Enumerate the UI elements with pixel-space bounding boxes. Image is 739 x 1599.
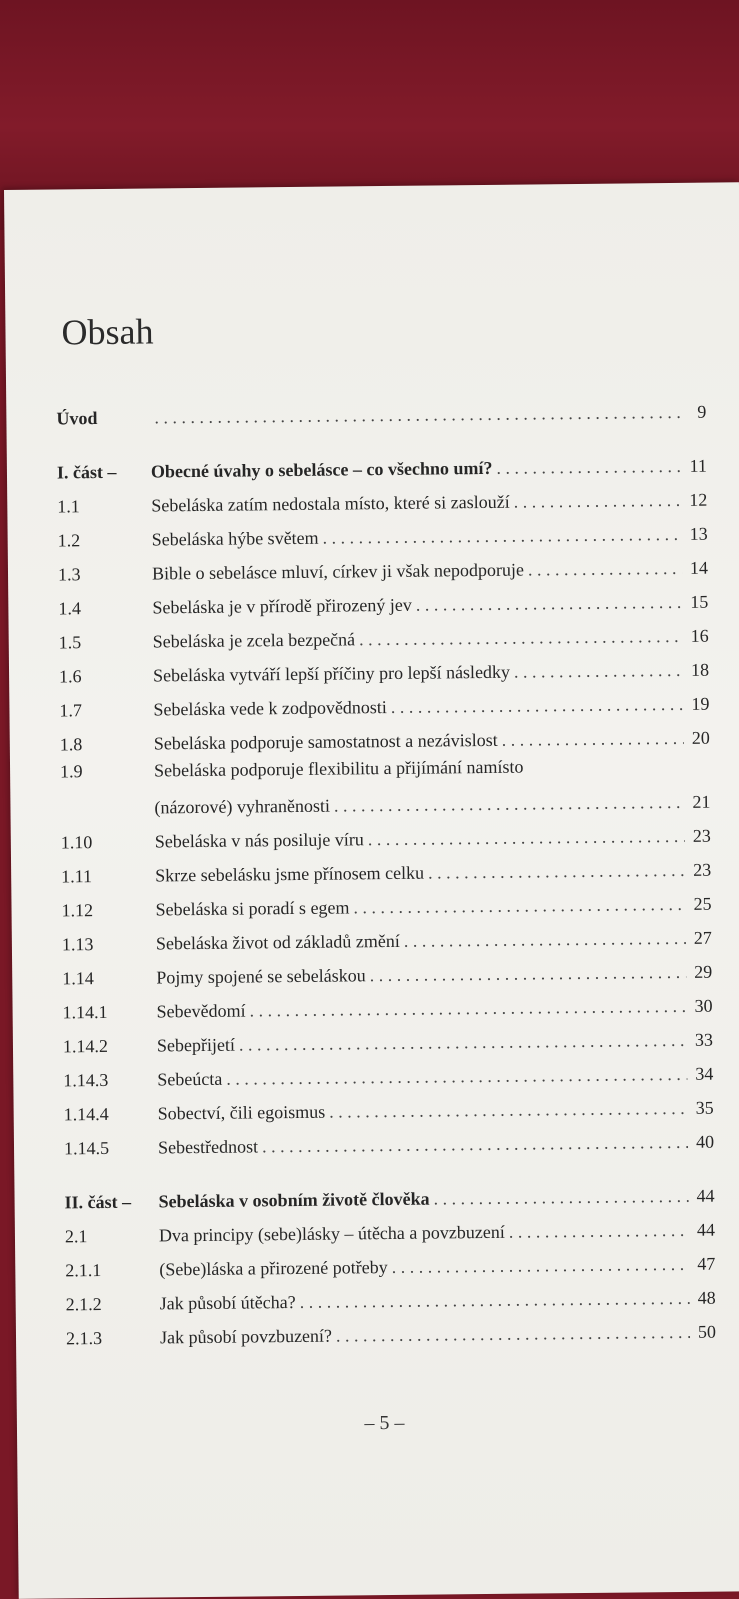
toc-page-number: 23: [692, 825, 711, 846]
toc-section-title: (Sebe)láska a přirozené potřeby: [159, 1257, 388, 1280]
toc-section-title: Sebestřednost: [157, 1136, 259, 1158]
toc-page-number: 30: [694, 995, 713, 1016]
toc-section-title: Sebeúcta: [157, 1068, 223, 1090]
toc-section-title: Jak působí útěcha?: [159, 1292, 296, 1314]
toc-section-title: Jak působí povzbuzení?: [159, 1325, 333, 1348]
toc-page-number: 44: [696, 1219, 716, 1240]
toc-entry: [56, 1313, 716, 1354]
page-title: Obsah: [61, 311, 154, 353]
toc-page-number: 13: [689, 523, 708, 544]
toc-section-number: 1.14.2: [62, 1035, 109, 1057]
toc-page-number: 40: [695, 1131, 715, 1152]
toc-section-number: 2.1.1: [65, 1260, 102, 1281]
page-number-footer: – 5 –: [364, 1411, 405, 1435]
toc-page-number: 21: [692, 791, 711, 812]
toc-section-number: 1.6: [58, 666, 82, 687]
toc-leader-dots: [359, 626, 683, 650]
toc-page-number: 44: [696, 1185, 715, 1206]
toc-section-number: 1.14.3: [63, 1069, 109, 1091]
toc-part-title: Sebeláska v osobním životě člověka: [158, 1188, 430, 1212]
toc-section-number: 1.5: [58, 632, 82, 653]
toc-section-title-line1: Sebeláska podporuje flexibilitu a přijímání namísto: [153, 756, 524, 781]
toc-part-number: I. část –: [56, 461, 117, 483]
toc-page-number: 14: [689, 557, 709, 578]
toc-page-number: 48: [697, 1287, 716, 1308]
toc-leader-dots: [502, 728, 684, 751]
toc-leader-dots: [391, 694, 684, 718]
toc-section-number: 1.12: [61, 900, 94, 921]
toc-section-title: Sebeláska si poradí s egem: [155, 897, 350, 920]
toc-section-number: 1.10: [60, 832, 93, 853]
toc-leader-dots: [323, 524, 682, 549]
toc-leader-dots: [404, 928, 686, 952]
toc-section-number: 1.3: [57, 564, 81, 585]
toc-leader-dots: [239, 1030, 687, 1056]
toc-section-number: 1.9: [59, 761, 83, 782]
toc-leader-dots: [249, 996, 686, 1022]
toc-entry-multiline: [50, 753, 711, 824]
toc-page-number: 34: [695, 1063, 714, 1084]
toc-page-number: 12: [689, 489, 708, 510]
toc-section-title: Sebepřijetí: [156, 1034, 236, 1056]
toc-page-number: 35: [695, 1097, 714, 1118]
book-page: [4, 182, 739, 1599]
toc-section-title: Bible o sebelásce mluví, církev ji však nepodporuje: [151, 559, 525, 584]
toc-section-number: 1.7: [59, 700, 83, 721]
toc-section-title-line2: (názorové) vyhraněnosti: [154, 795, 331, 818]
toc-leader-dots: [262, 1132, 688, 1157]
toc-page-number: 50: [697, 1321, 717, 1342]
toc-section-title: Sobectví, čili egoismus: [157, 1101, 326, 1124]
toc-page-number: 27: [693, 927, 712, 948]
toc-leader-dots: [428, 860, 685, 884]
toc-page-number: 9: [697, 401, 707, 422]
toc-section-title: Sebevědomí: [156, 1000, 246, 1022]
toc-leader-dots: [353, 894, 685, 918]
toc-leader-dots: [154, 402, 680, 429]
toc-entry: [54, 1123, 714, 1164]
toc-section-title: Sebeláska podporuje samostatnost a nezávislost: [153, 729, 498, 754]
toc-section-number: 1.11: [61, 866, 93, 887]
toc-leader-dots: [300, 1288, 690, 1313]
toc-section-title: Sebeláska je zcela bezpečná: [152, 629, 356, 652]
toc-leader-dots: [528, 558, 682, 581]
toc-section-title: Sebeláska vytváří lepší příčiny pro lepší následky: [152, 661, 511, 686]
toc-leader-dots: [514, 660, 683, 683]
toc-leader-dots: [329, 1098, 688, 1123]
toc-page-number: 33: [694, 1029, 714, 1050]
toc-section-number: 2.1.2: [65, 1294, 102, 1315]
toc-section-title: Skrze sebelásku jsme přínosem celku: [155, 862, 425, 886]
toc-section-title: Sebeláska život od základů změní: [155, 930, 400, 954]
toc-page-number: 18: [690, 659, 710, 680]
toc-intro-label: Úvod: [56, 408, 98, 429]
toc-section-number: 1.14: [62, 968, 94, 989]
toc-leader-dots: [496, 456, 681, 479]
toc-section-title: Pojmy spojené se sebeláskou: [156, 965, 366, 988]
toc-section-number: 2.1.3: [65, 1328, 103, 1349]
toc-page-number: 16: [690, 625, 709, 646]
toc-part-number: II. část –: [64, 1191, 132, 1213]
toc-section-number: 1.4: [58, 598, 81, 619]
toc-section-title: Sebeláska v nás posiluje víru: [154, 829, 364, 852]
toc-leader-dots: [370, 962, 687, 986]
toc-section-number: 1.14.1: [62, 1001, 108, 1023]
toc-section-title: Sebeláska hýbe světem: [151, 527, 319, 550]
toc-leader-dots: [226, 1064, 687, 1090]
toc-page-number: 29: [694, 961, 713, 982]
toc-part-title: Obecné úvahy o sebelásce – co všechno umí?: [150, 457, 493, 482]
toc-leader-dots: [368, 826, 685, 850]
toc-section-title: Dva principy (sebe)lásky – útěcha a povzbuzení: [158, 1221, 505, 1246]
toc-entry-intro: [46, 393, 706, 434]
toc-page-number: 15: [690, 591, 709, 612]
toc-leader-dots: [433, 1186, 688, 1210]
toc-section-number: 1.14.4: [63, 1103, 109, 1125]
toc-section-number: 1.1: [57, 496, 80, 517]
toc-section-number: 1.8: [59, 734, 83, 755]
toc-page-number: 20: [691, 727, 710, 748]
toc-leader-dots: [334, 792, 685, 817]
toc-leader-dots: [509, 1220, 689, 1243]
toc-leader-dots: [392, 1254, 690, 1278]
table-of-contents: [46, 393, 716, 1354]
toc-section-number: 1.13: [61, 934, 94, 955]
toc-leader-dots: [416, 592, 683, 616]
toc-page-number: 23: [693, 859, 712, 880]
toc-section-title: Sebeláska zatím nedostala místo, které si zaslouží: [151, 491, 510, 516]
toc-page-number: 25: [693, 893, 712, 914]
toc-page-number: 11: [689, 455, 708, 476]
toc-page-number: 19: [691, 693, 710, 714]
toc-section-number: 2.1: [64, 1226, 88, 1247]
toc-section-title: Sebeláska vede k zodpovědnosti: [153, 697, 387, 720]
toc-section-title: Sebeláska je v přírodě přirozený jev: [152, 594, 412, 618]
toc-page-number: 47: [697, 1253, 716, 1274]
toc-section-number: 1.14.5: [63, 1137, 110, 1159]
toc-leader-dots: [514, 490, 682, 513]
toc-section-number: 1.2: [57, 530, 81, 551]
toc-leader-dots: [336, 1322, 690, 1347]
